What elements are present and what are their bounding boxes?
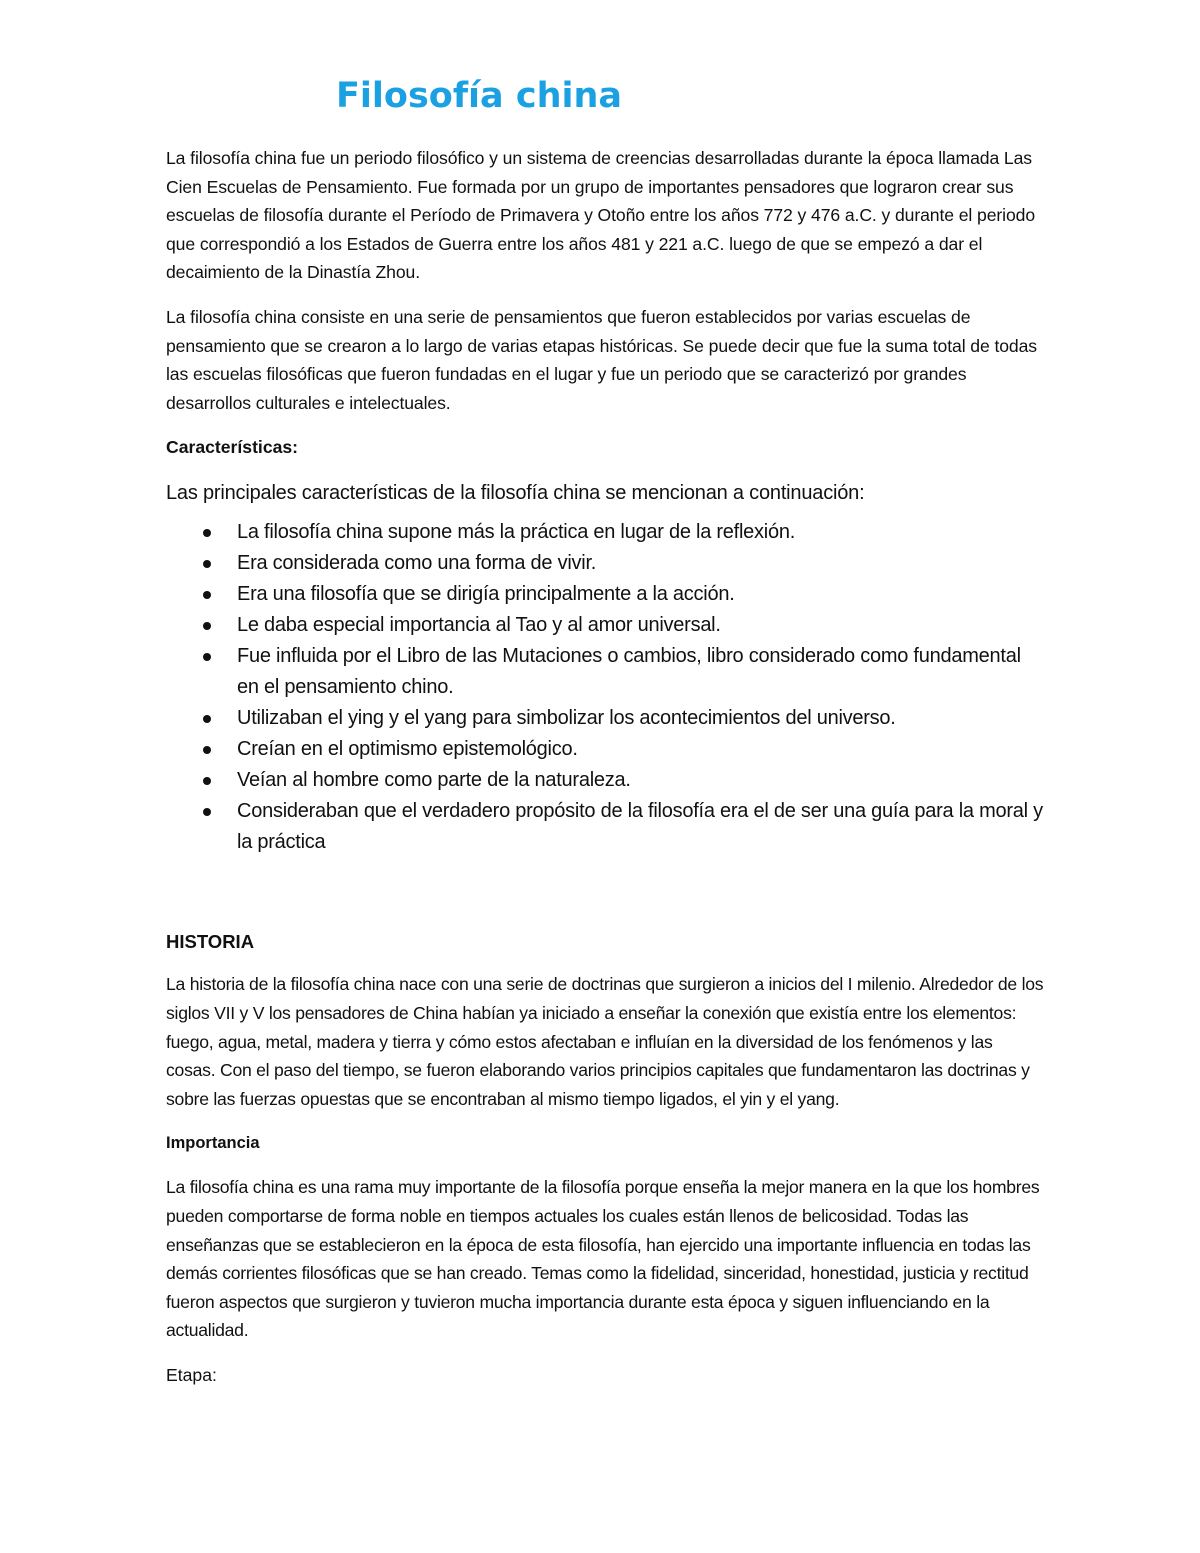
bullet-icon — [203, 715, 211, 723]
list-item: Consideraban que el verdadero propósito de la filosofía era el de ser una guía para la moral y la práctica — [166, 796, 1046, 858]
characteristics-intro: Las principales características de la filosofía china se mencionan a continuación: — [166, 482, 865, 505]
bullet-icon — [203, 591, 211, 599]
etapa-label: Etapa: — [166, 1364, 217, 1385]
historia-paragraph: La historia de la filosofía china nace con una serie de doctrinas que surgieron a inicios del I milenio. Alrededor de los siglos VII y V los pensadores de China habían ya iniciado a enseñar la conexión que existía entre los elementos: fuego, agua, metal, madera y tierra y cómo estos afectaban e influían en la diversidad de los fenómenos y las cosas. Con el paso del tiempo, se fueron elaborando varios principios capitales que fundamentaron las doctrinas y sobre las fuerzas opuestas que se encontraban al mismo tiempo ligados, el yin y el yang. — [166, 974, 1044, 1109]
document-title: Filosofía china — [336, 76, 623, 116]
list-item: La filosofía china supone más la práctica en lugar de la reflexión. — [166, 517, 1046, 548]
list-item: Veían al hombre como parte de la naturaleza. — [166, 765, 1046, 796]
bullet-icon — [203, 746, 211, 754]
list-item: Fue influida por el Libro de las Mutaciones o cambios, libro considerado como fundamental en el pensamiento chino. — [166, 641, 1046, 703]
list-item: Era una filosofía que se dirigía principalmente a la acción. — [166, 579, 1046, 610]
bullet-icon — [203, 529, 211, 537]
bullet-icon — [203, 808, 211, 816]
bullet-icon — [203, 777, 211, 785]
section-spacer — [166, 858, 1046, 928]
list-item: Le daba especial importancia al Tao y al amor universal. — [166, 610, 1046, 641]
characteristics-list — [166, 517, 1046, 858]
importancia-paragraph: La filosofía china es una rama muy importante de la filosofía porque enseña la mejor manera en la que los hombres pueden comportarse de forma noble en tiempos actuales los cuales están llenos de belicosidad. Todas las enseñanzas que se establecieron en la época de esta filosofía, han ejercido una importante influencia en todas las demás corrientes filosóficas que se han creado. Temas como la fidelidad, sinceridad, honestidad, justicia y rectitud fueron aspectos que surgieron y tuvieron mucha importancia durante esta época y siguen influenciando en la actualidad. — [166, 1177, 1040, 1341]
list-item: Utilizaban el ying y el yang para simbolizar los acontecimientos del universo. — [166, 703, 1046, 734]
bullet-icon — [203, 560, 211, 568]
historia-heading: HISTORIA — [166, 931, 255, 953]
document-page — [166, 72, 1046, 1389]
list-item: Era considerada como una forma de vivir. — [166, 548, 1046, 579]
intro-paragraph-2: La filosofía china consiste en una serie de pensamientos que fueron establecidos por varias escuelas de pensamiento que se crearon a lo largo de varias etapas históricas. Se puede decir que fue la suma total de todas las escuelas filosóficas que fueron fundadas en el lugar y fue un periodo que se caracterizó por grandes desarrollos culturales e intelectuales. — [166, 306, 1037, 413]
characteristics-heading: Características: — [166, 437, 299, 458]
list-item: Creían en el optimismo epistemológico. — [166, 734, 1046, 765]
bullet-icon — [203, 653, 211, 661]
bullet-icon — [203, 622, 211, 630]
importancia-heading: Importancia — [166, 1134, 260, 1153]
intro-paragraph-1: La filosofía china fue un periodo filosófico y un sistema de creencias desarrolladas durante la época llamada Las Cien Escuelas de Pensamiento. Fue formada por un grupo de importantes pensadores que lograron crear sus escuelas de filosofía durante el Período de Primavera y Otoño entre los años 772 y 476 a.C. y durante el periodo que correspondió a los Estados de Guerra entre los años 481 y 221 a.C. luego de que se empezó a dar el decaimiento de la Dinastía Zhou. — [166, 148, 1036, 283]
